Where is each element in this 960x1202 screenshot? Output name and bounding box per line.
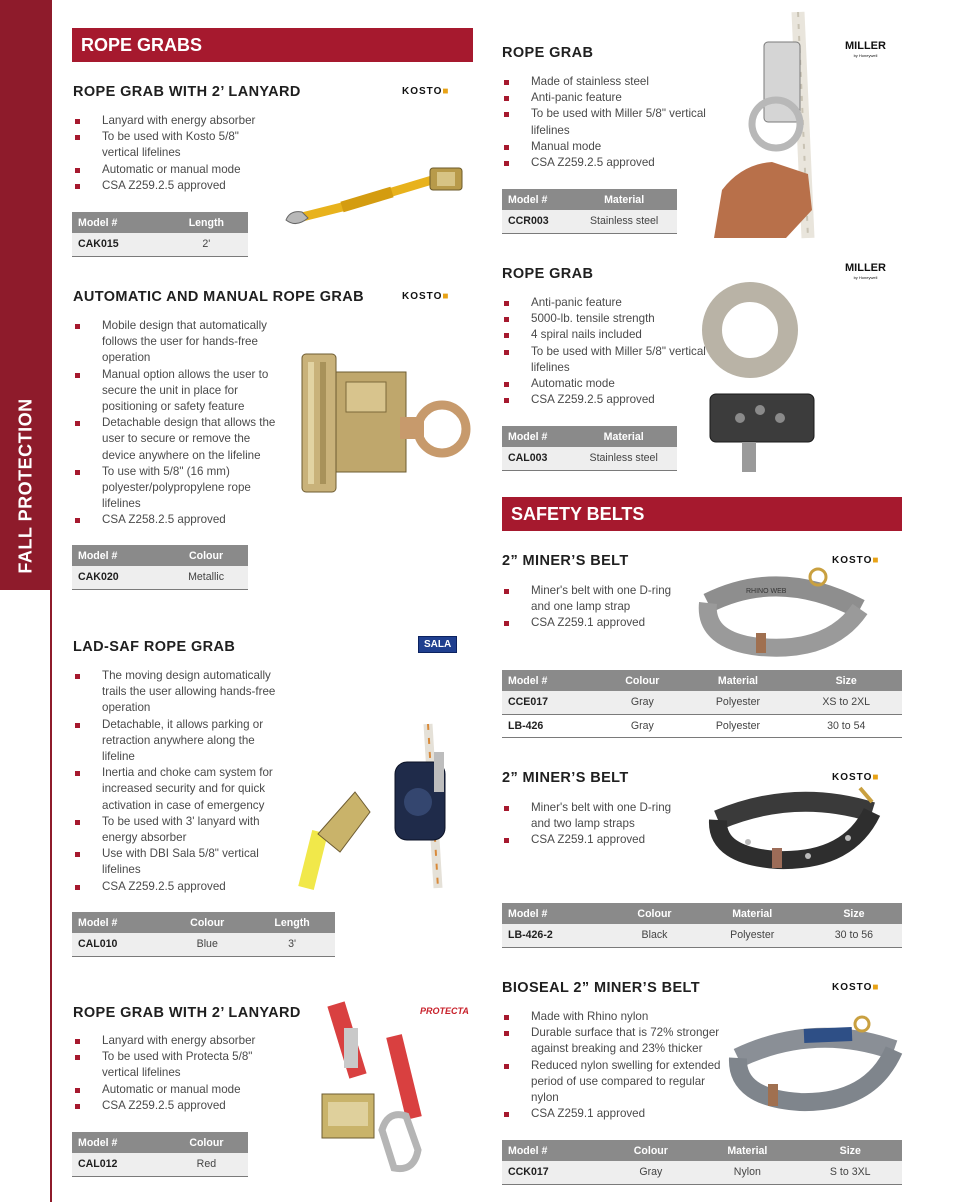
table-cell: Black: [610, 924, 698, 947]
feature-list: [502, 583, 692, 632]
feature-item: Made of stainless steel: [502, 74, 707, 90]
column-header: Colour: [165, 1132, 248, 1153]
feature-item: To be used with Protecta 5/8" vertical lifelines: [73, 1049, 283, 1081]
column-header: Model #: [502, 189, 571, 210]
belt-print-text: RHINO WEB: [746, 588, 787, 595]
product-title: ROPE GRAB WITH 2’ LANYARD: [73, 84, 301, 100]
column-header: Model #: [72, 912, 165, 933]
spec-table: [502, 670, 902, 738]
feature-item: To be used with Kosto 5/8" vertical lifelines: [73, 129, 273, 161]
column-header: Material: [570, 426, 677, 447]
spec-table: [72, 212, 248, 257]
feature-item: CSA Z259.2.5 approved: [502, 155, 707, 171]
miller-logo: [845, 42, 886, 60]
column-header: Size: [799, 1140, 903, 1161]
table-cell: 3': [249, 933, 335, 956]
logo-text: KOSTO: [832, 772, 873, 783]
feature-item: The moving design automatically trails the user allowing hands-free operation: [73, 668, 288, 717]
column-header: Length: [165, 212, 248, 233]
feature-list: [73, 668, 288, 895]
table-cell: CAK020: [72, 566, 164, 589]
feature-list: [502, 800, 692, 849]
stainless-rope-grab-hand-image: [712, 12, 828, 238]
lanyard-rope-grab-image: [282, 162, 477, 232]
feature-item: To use with 5/8" (16 mm) polyester/polypropylene rope lifelines: [73, 464, 283, 513]
column-header: Colour: [165, 912, 249, 933]
feature-list: [502, 1009, 730, 1122]
table-cell: Stainless steel: [570, 447, 677, 470]
table-cell: Metallic: [164, 566, 248, 589]
table-row: [502, 447, 677, 470]
feature-item: Reduced nylon swelling for extended period of use compared to regular nylon: [502, 1058, 730, 1107]
product-title: 2” MINER’S BELT: [502, 770, 629, 786]
side-tab-label: FALL PROTECTION: [15, 398, 36, 574]
table-row: [72, 566, 248, 589]
miller-logo: [845, 264, 886, 282]
table-cell: Gray: [599, 714, 685, 737]
gray-miners-belt-image: [700, 563, 872, 663]
table-cell: Polyester: [699, 924, 806, 947]
column-header: Material: [685, 670, 790, 691]
feature-list: [73, 113, 273, 194]
table-cell: Stainless steel: [571, 210, 677, 233]
kosto-logo: KOSTO■: [402, 86, 450, 97]
column-header: Size: [790, 670, 902, 691]
table-cell: CAL003: [502, 447, 570, 470]
feature-item: CSA Z258.2.5 approved: [73, 512, 283, 528]
feature-item: To be used with Miller 5/8" vertical lifelines: [502, 344, 707, 376]
column-header: Colour: [610, 903, 698, 924]
spec-table: [502, 1140, 902, 1185]
side-tab: [0, 0, 52, 590]
table-row: [72, 233, 248, 256]
table-cell: XS to 2XL: [790, 691, 902, 714]
table-row: [502, 691, 902, 714]
feature-item: CSA Z259.2.5 approved: [73, 879, 288, 895]
table-cell: CCR003: [502, 210, 571, 233]
kosto-logo: KOSTO■: [832, 772, 880, 783]
table-cell: S to 3XL: [799, 1161, 903, 1184]
black-miners-belt-image: [708, 782, 883, 878]
product-title: ROPE GRAB WITH 2’ LANYARD: [73, 1005, 301, 1021]
feature-item: To be used with Miller 5/8" vertical lifelines: [502, 106, 707, 138]
feature-item: Anti-panic feature: [502, 295, 707, 311]
table-row: [502, 924, 902, 947]
table-cell: LB-426: [502, 714, 599, 737]
spec-table: [502, 426, 677, 471]
logo-subtext: by Honeywell: [853, 53, 878, 58]
feature-item: Made with Rhino nylon: [502, 1009, 730, 1025]
column-header: Model #: [502, 1140, 605, 1161]
table-cell: Nylon: [696, 1161, 798, 1184]
table-cell: Gray: [599, 691, 685, 714]
column-header: Model #: [72, 212, 165, 233]
feature-item: Durable surface that is 72% stronger against breaking and 23% thicker: [502, 1025, 730, 1057]
logo-text: KOSTO: [832, 982, 873, 993]
table-cell: Blue: [165, 933, 249, 956]
logo-text: KOSTO: [402, 291, 443, 302]
table-cell: CCE017: [502, 691, 599, 714]
product-title: 2” MINER’S BELT: [502, 553, 629, 569]
logo-text: MILLER: [845, 40, 886, 52]
table-row: [502, 1161, 902, 1184]
column-header: Model #: [72, 545, 164, 566]
feature-item: 4 spiral nails included: [502, 327, 707, 343]
feature-item: CSA Z259.2.5 approved: [73, 178, 273, 194]
product-title: AUTOMATIC AND MANUAL ROPE GRAB: [73, 289, 364, 305]
table-cell: CAL012: [72, 1153, 165, 1176]
feature-item: CSA Z259.1 approved: [502, 1106, 730, 1122]
table-cell: 30 to 54: [790, 714, 902, 737]
feature-item: Mobile design that automatically follows the user for hands-free operation: [73, 318, 283, 367]
product-title: LAD-SAF ROPE GRAB: [73, 639, 236, 655]
feature-list: [502, 74, 707, 171]
column-header: Model #: [502, 670, 599, 691]
product-title: ROPE GRAB: [502, 45, 594, 61]
feature-item: Detachable, it allows parking or retraction anywhere along the lifeline: [73, 717, 288, 766]
lad-saf-rope-grab-image: [300, 722, 465, 890]
column-header: Colour: [599, 670, 685, 691]
table-cell: Red: [165, 1153, 248, 1176]
table-cell: 2': [165, 233, 248, 256]
feature-item: Manual option allows the user to secure the unit in place for positioning or safety feature: [73, 367, 283, 416]
table-cell: Polyester: [685, 691, 790, 714]
table-row: [72, 933, 335, 956]
bioseal-miners-belt-image: [728, 1014, 903, 1114]
logo-text: KOSTO: [832, 555, 873, 566]
feature-item: CSA Z259.2.5 approved: [502, 392, 707, 408]
column-header: Material: [696, 1140, 798, 1161]
table-cell: 30 to 56: [806, 924, 902, 947]
table-row: [502, 714, 902, 737]
table-cell: Polyester: [685, 714, 790, 737]
feature-item: Miner's belt with one D-ring and two lamp straps: [502, 800, 692, 832]
feature-list: [502, 295, 707, 408]
column-header: Colour: [164, 545, 248, 566]
spec-table: [502, 903, 902, 948]
feature-item: Anti-panic feature: [502, 90, 707, 106]
side-rule: [50, 590, 52, 1202]
column-header: Model #: [72, 1132, 165, 1153]
table-cell: CAK015: [72, 233, 165, 256]
feature-item: Automatic mode: [502, 376, 707, 392]
kosto-logo: KOSTO■: [832, 555, 880, 566]
protecta-rope-grab-image: [318, 1000, 438, 1175]
table-cell: CCK017: [502, 1161, 605, 1184]
automatic-rope-grab-image: [300, 352, 472, 494]
spec-table: [72, 545, 248, 590]
feature-item: 5000-lb. tensile strength: [502, 311, 707, 327]
spec-table: [72, 912, 335, 957]
feature-item: Inertia and choke cam system for increased security and for quick activation in case of emergency: [73, 765, 288, 814]
table-cell: CAL010: [72, 933, 165, 956]
logo-text: MILLER: [845, 262, 886, 274]
feature-item: CSA Z259.2.5 approved: [73, 1098, 283, 1114]
feature-item: Automatic or manual mode: [73, 162, 273, 178]
section-header-safety-belts: SAFETY BELTS: [502, 497, 902, 531]
logo-subtext: by Honeywell: [853, 275, 878, 280]
feature-item: Use with DBI Sala 5/8" vertical lifelines: [73, 846, 288, 878]
protecta-logo: PROTECTA: [420, 1006, 469, 1016]
section-header-rope-grabs: ROPE GRABS: [72, 28, 473, 62]
column-header: Model #: [502, 426, 570, 447]
feature-item: To be used with 3' lanyard with energy absorber: [73, 814, 288, 846]
feature-list: [73, 318, 283, 529]
feature-item: Lanyard with energy absorber: [73, 113, 273, 129]
feature-item: Lanyard with energy absorber: [73, 1033, 283, 1049]
feature-list: [73, 1033, 283, 1114]
feature-item: Detachable design that allows the user to secure or remove the device anywhere on the lifeline: [73, 415, 283, 464]
spec-table: [72, 1132, 248, 1177]
column-header: Colour: [605, 1140, 696, 1161]
logo-text: KOSTO: [402, 86, 443, 97]
table-row: [72, 1153, 248, 1176]
sala-logo: SALA: [418, 636, 457, 653]
spec-table: [502, 189, 677, 234]
product-title: ROPE GRAB: [502, 266, 594, 282]
table-cell: LB-426-2: [502, 924, 610, 947]
stainless-rope-grab-image: [700, 282, 818, 478]
column-header: Material: [571, 189, 677, 210]
column-header: Model #: [502, 903, 610, 924]
feature-item: CSA Z259.1 approved: [502, 615, 692, 631]
feature-item: Miner's belt with one D-ring and one lamp strap: [502, 583, 692, 615]
kosto-logo: KOSTO■: [402, 291, 450, 302]
table-cell: Gray: [605, 1161, 696, 1184]
feature-item: CSA Z259.1 approved: [502, 832, 692, 848]
feature-item: Automatic or manual mode: [73, 1082, 283, 1098]
column-header: Length: [249, 912, 335, 933]
column-header: Material: [699, 903, 806, 924]
product-title: BIOSEAL 2” MINER’S BELT: [502, 980, 700, 996]
kosto-logo: KOSTO■: [832, 982, 880, 993]
table-row: [502, 210, 677, 233]
feature-item: Manual mode: [502, 139, 707, 155]
column-header: Size: [806, 903, 902, 924]
